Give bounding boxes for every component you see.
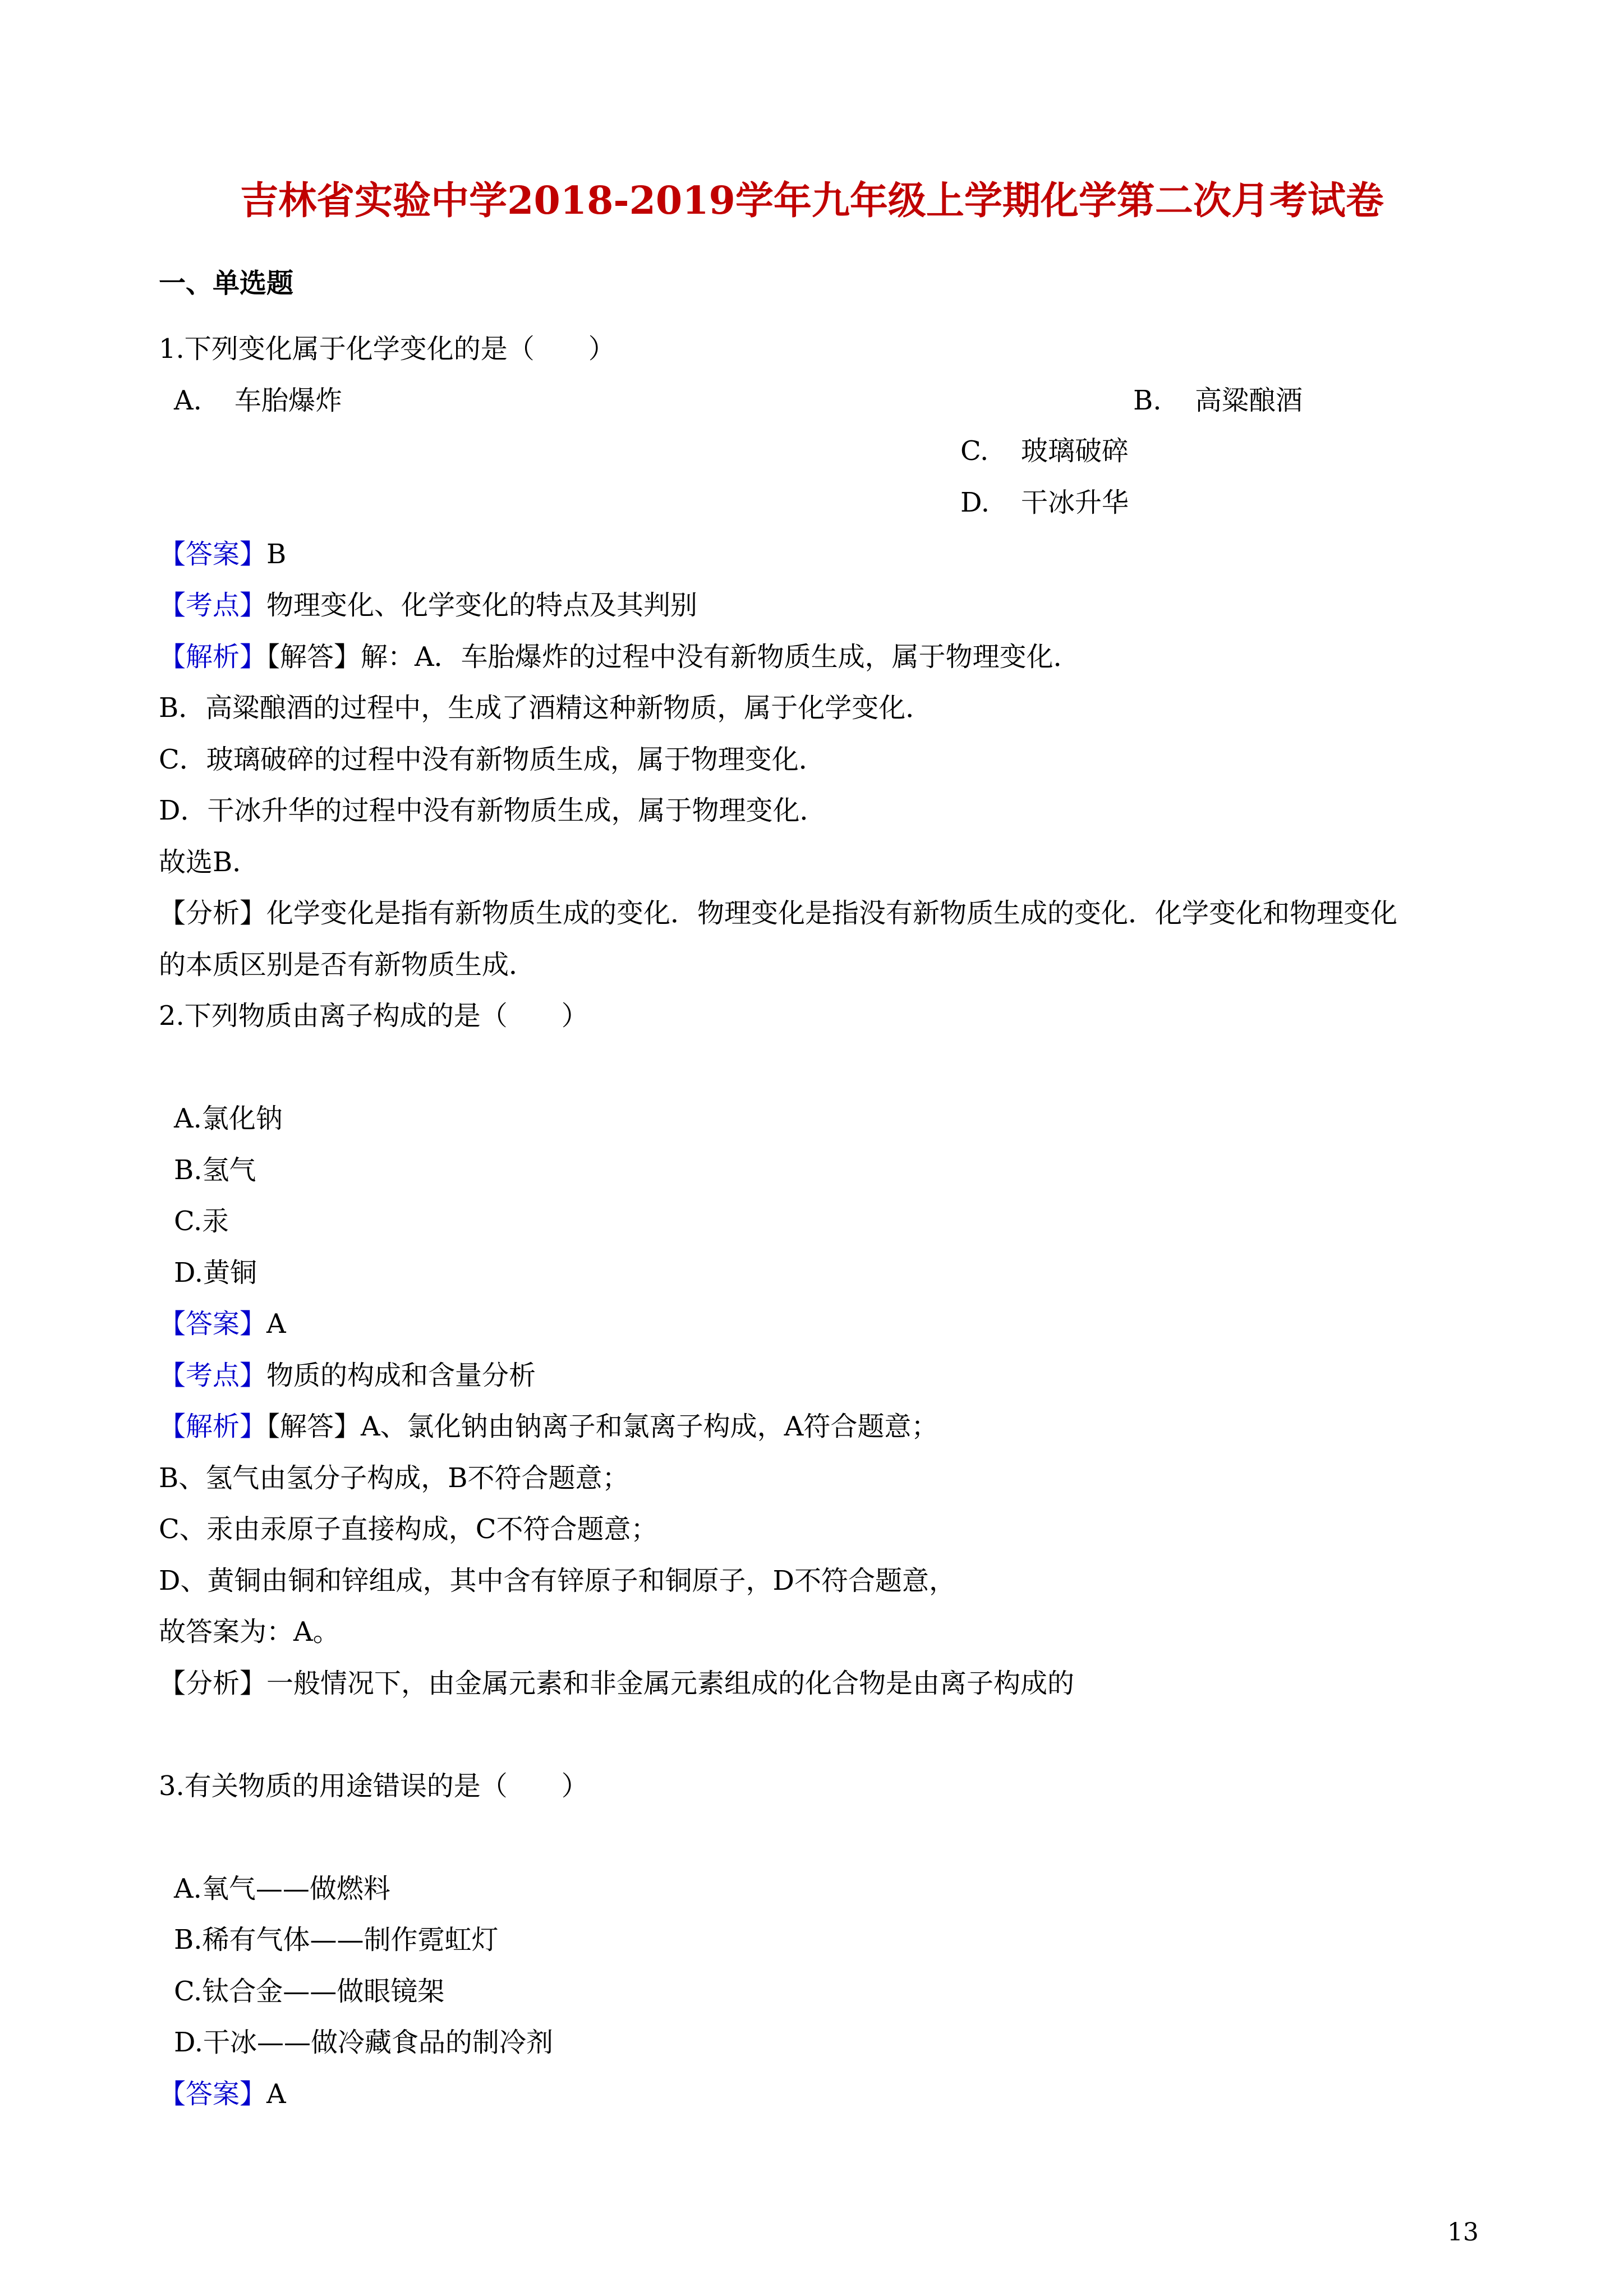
q3-option-a: A.氧气——做燃料 bbox=[174, 1873, 390, 1904]
q1-fenxi-line-2: 的本质区别是否有新物质生成． bbox=[159, 949, 536, 981]
q1-analysis-line-4: D．干冰升华的过程中没有新物质生成，属于物理变化． bbox=[159, 795, 827, 826]
q1-analysis-line-5: 故选B． bbox=[159, 846, 260, 878]
point-text: 物质的构成和含量分析 bbox=[266, 1360, 536, 1391]
q2-stem: 2.下列物质由离子构成的是（ ） bbox=[159, 1000, 588, 1032]
answer-value: A bbox=[266, 2078, 286, 2110]
q2-analysis-line-4: D、黄铜由铜和锌组成，其中含有锌原子和铜原子，D不符合题意， bbox=[159, 1565, 956, 1596]
answer-value: B bbox=[266, 539, 287, 570]
q2-analysis-line-1 bbox=[159, 1410, 938, 1443]
q2-analysis-line-2: B、氢气由氢分子构成，B不符合题意； bbox=[159, 1462, 629, 1494]
point-tag: 【考点】 bbox=[159, 1360, 267, 1391]
q1-stem: 1.下列变化属于化学变化的是（ ） bbox=[159, 333, 615, 365]
q1-option-c-letter: C. bbox=[960, 435, 989, 467]
page-title: 吉林省实验中学2018-2019学年九年级上学期化学第二次月考试卷 bbox=[240, 178, 1384, 223]
q1-analysis-line-2: B．高粱酿酒的过程中，生成了酒精这种新物质，属于化学变化． bbox=[159, 692, 933, 724]
q1-option-a: 车胎爆炸 bbox=[234, 385, 343, 416]
q2-option-d: D.黄铜 bbox=[174, 1257, 257, 1289]
q3-option-b: B.稀有气体——制作霓虹灯 bbox=[174, 1924, 499, 1955]
q2-point bbox=[159, 1359, 536, 1392]
q3-stem: 3.有关物质的用途错误的是（ ） bbox=[159, 1770, 588, 1802]
q1-option-d: 干冰升华 bbox=[1021, 487, 1129, 518]
q1-option-d-letter: D. bbox=[960, 487, 990, 518]
analysis-text: 【解答】A、氯化钠由钠离子和氯离子构成，A符合题意； bbox=[266, 1411, 938, 1442]
answer-value: A bbox=[266, 1308, 286, 1340]
section-heading: 一、单选题 bbox=[159, 268, 294, 299]
q2-answer bbox=[159, 1307, 286, 1341]
q1-fenxi-line-1: 【分析】化学变化是指有新物质生成的变化．物理变化是指没有新物质生成的变化．化学变化和物理变化 bbox=[159, 898, 1398, 929]
q2-option-b: B.氢气 bbox=[174, 1154, 256, 1186]
answer-tag: 【答案】 bbox=[159, 539, 267, 570]
q1-answer bbox=[159, 537, 286, 571]
q1-option-b-letter: B. bbox=[1133, 385, 1162, 416]
q2-analysis-line-5: 故答案为：A。 bbox=[159, 1616, 340, 1648]
q1-point bbox=[159, 588, 697, 622]
q1-option-a-letter: A. bbox=[174, 385, 202, 416]
q1-option-b: 高粱酿酒 bbox=[1195, 385, 1303, 416]
point-text: 物理变化、化学变化的特点及其判别 bbox=[266, 590, 698, 621]
answer-tag: 【答案】 bbox=[159, 2078, 267, 2110]
q2-option-a: A.氯化钠 bbox=[174, 1103, 283, 1134]
q1-option-c: 玻璃破碎 bbox=[1021, 435, 1129, 467]
answer-tag: 【答案】 bbox=[159, 1308, 267, 1340]
q1-analysis-line-1 bbox=[159, 640, 1080, 674]
analysis-tag: 【解析】 bbox=[159, 641, 267, 673]
page-number: 13 bbox=[1447, 2218, 1479, 2247]
analysis-text: 【解答】解：A．车胎爆炸的过程中没有新物质生成，属于物理变化． bbox=[266, 641, 1080, 673]
q2-analysis-line-3: C、汞由汞原子直接构成，C不符合题意； bbox=[159, 1513, 658, 1545]
q3-option-d: D.干冰——做冷藏食品的制冷剂 bbox=[174, 2027, 554, 2058]
q2-option-c: C.汞 bbox=[174, 1205, 229, 1237]
q3-answer bbox=[159, 2077, 286, 2111]
q1-analysis-line-3: C．玻璃破碎的过程中没有新物质生成，属于物理变化． bbox=[159, 744, 826, 775]
q3-option-c: C.钛合金——做眼镜架 bbox=[174, 1976, 445, 2007]
q2-fenxi-line-1: 【分析】一般情况下，由金属元素和非金属元素组成的化合物是由离子构成的 bbox=[159, 1668, 1075, 1699]
point-tag: 【考点】 bbox=[159, 590, 267, 621]
analysis-tag: 【解析】 bbox=[159, 1411, 267, 1442]
